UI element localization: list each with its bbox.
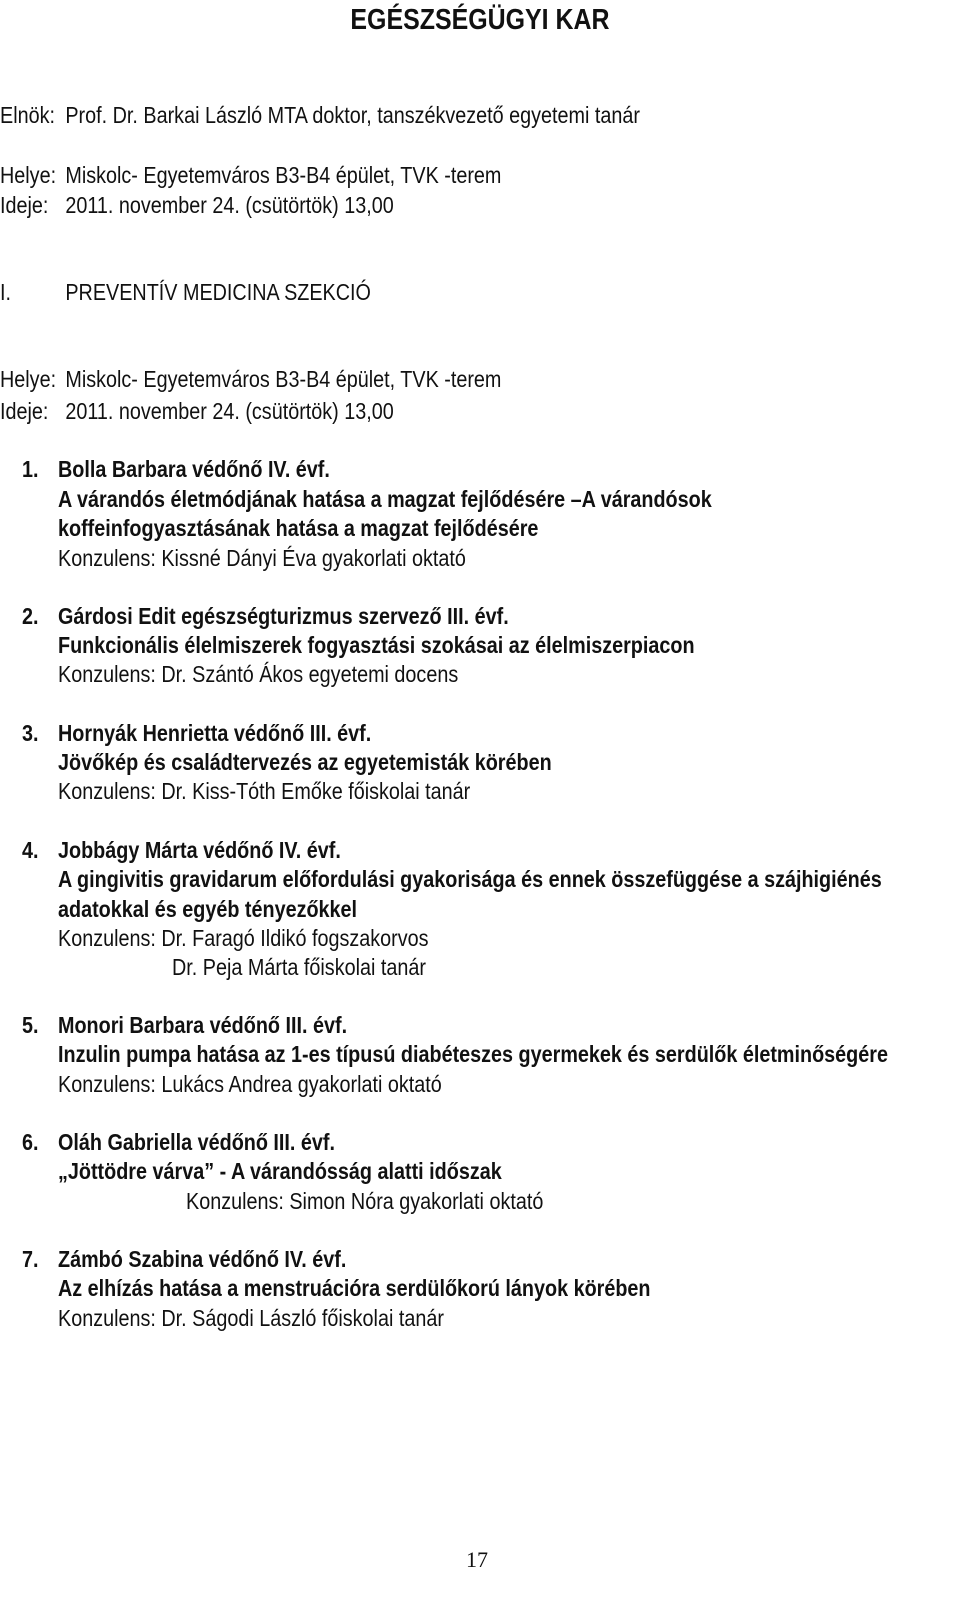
entry-2-author: Gárdosi Edit egészségturizmus szervező III. évf. [58,603,509,629]
entry-3-advisor: Konzulens: Dr. Kiss-Tóth Emőke főiskolai tanár [58,778,471,804]
section-name: PREVENTÍV MEDICINA SZEKCIÓ [65,279,371,305]
entry-2-advisor: Konzulens: Dr. Szántó Ákos egyetemi docens [58,661,459,687]
entry-4-advisor-line-2: Dr. Peja Márta főiskolai tanár [172,954,426,980]
entry-6-title-line-1: „Jöttödre várva” - A várandósság alatti időszak [58,1158,502,1184]
entry-2-title-line-1: Funkcionális élelmiszerek fogyasztási szokásai az élelmiszerpiacon [58,632,695,658]
entry-3-title-line-1: Jövőkép és családtervezés az egyetemisták körében [58,749,552,775]
page-title: EGÉSZSÉGÜGYI KAR [350,4,610,36]
section-place-line [0,366,501,393]
place-label: Helye: [0,162,57,188]
page-number: 17 [466,1547,488,1572]
entry-1-number: 1. [22,456,39,482]
place-value: Miskolc- Egyetemváros B3-B4 épület, TVK -terem [65,162,502,188]
entry-1-advisor: Konzulens: Kissné Dányi Éva gyakorlati oktató [58,545,466,571]
entry-3-number: 3. [22,720,39,746]
section-number: I. [0,279,11,305]
entry-6-author: Oláh Gabriella védőnő III. évf. [58,1129,336,1155]
entry-1-title-line-2: koffeinfogyasztásának hatása a magzat fejlődésére [58,515,539,541]
entry-4-advisor-line-1: Konzulens: Dr. Faragó Ildikó fogszakorvos [58,925,429,951]
entry-7-advisor: Konzulens: Dr. Ságodi László főiskolai tanár [58,1305,444,1331]
time-value: 2011. november 24. (csütörtök) 13,00 [65,192,394,218]
entry-5-author: Monori Barbara védőnő III. évf. [58,1012,348,1038]
chair-label: Elnök: [0,102,55,128]
entry-7-author: Zámbó Szabina védőnő IV. évf. [58,1246,347,1272]
time-label: Ideje: [0,192,49,218]
entry-6-number: 6. [22,1129,39,1155]
section-place-value: Miskolc- Egyetemváros B3-B4 épület, TVK -terem [65,366,502,392]
chair-value: Prof. Dr. Barkai László MTA doktor, tanszékvezető egyetemi tanár [65,102,640,128]
entry-5-number: 5. [22,1012,39,1038]
entry-4-title-line-1: A gingivitis gravidarum előfordulási gyakorisága és ennek összefüggése a szájhigiénés [58,866,882,892]
entry-5-title-line-1: Inzulin pumpa hatása az 1-es típusú diabéteszes gyermekek és serdülők életminőségére [58,1041,888,1067]
section-time-line [0,398,394,425]
section-place-label: Helye: [0,366,57,392]
entry-3-author: Hornyák Henrietta védőnő III. évf. [58,720,372,746]
entry-7-number: 7. [22,1246,39,1272]
section-time-label: Ideje: [0,398,49,424]
entry-7-title-line-1: Az elhízás hatása a menstruációra serdülőkorú lányok körében [58,1275,651,1301]
entry-4-title-line-2: adatokkal és egyéb tényezőkkel [58,896,358,922]
entry-6-advisor: Konzulens: Simon Nóra gyakorlati oktató [186,1188,544,1214]
place-line [0,162,501,189]
entry-1-author: Bolla Barbara védőnő IV. évf. [58,456,330,482]
entry-1-title-line-1: A várandós életmódjának hatása a magzat fejlődésére –A várandósok [58,486,712,512]
section-heading [0,279,371,306]
section-time-value: 2011. november 24. (csütörtök) 13,00 [65,398,394,424]
entry-2-number: 2. [22,603,39,629]
time-line [0,192,394,219]
entry-5-advisor: Konzulens: Lukács Andrea gyakorlati oktató [58,1071,442,1097]
entry-4-author: Jobbágy Márta védőnő IV. évf. [58,837,341,863]
entry-4-number: 4. [22,837,39,863]
chair-line [0,102,640,129]
